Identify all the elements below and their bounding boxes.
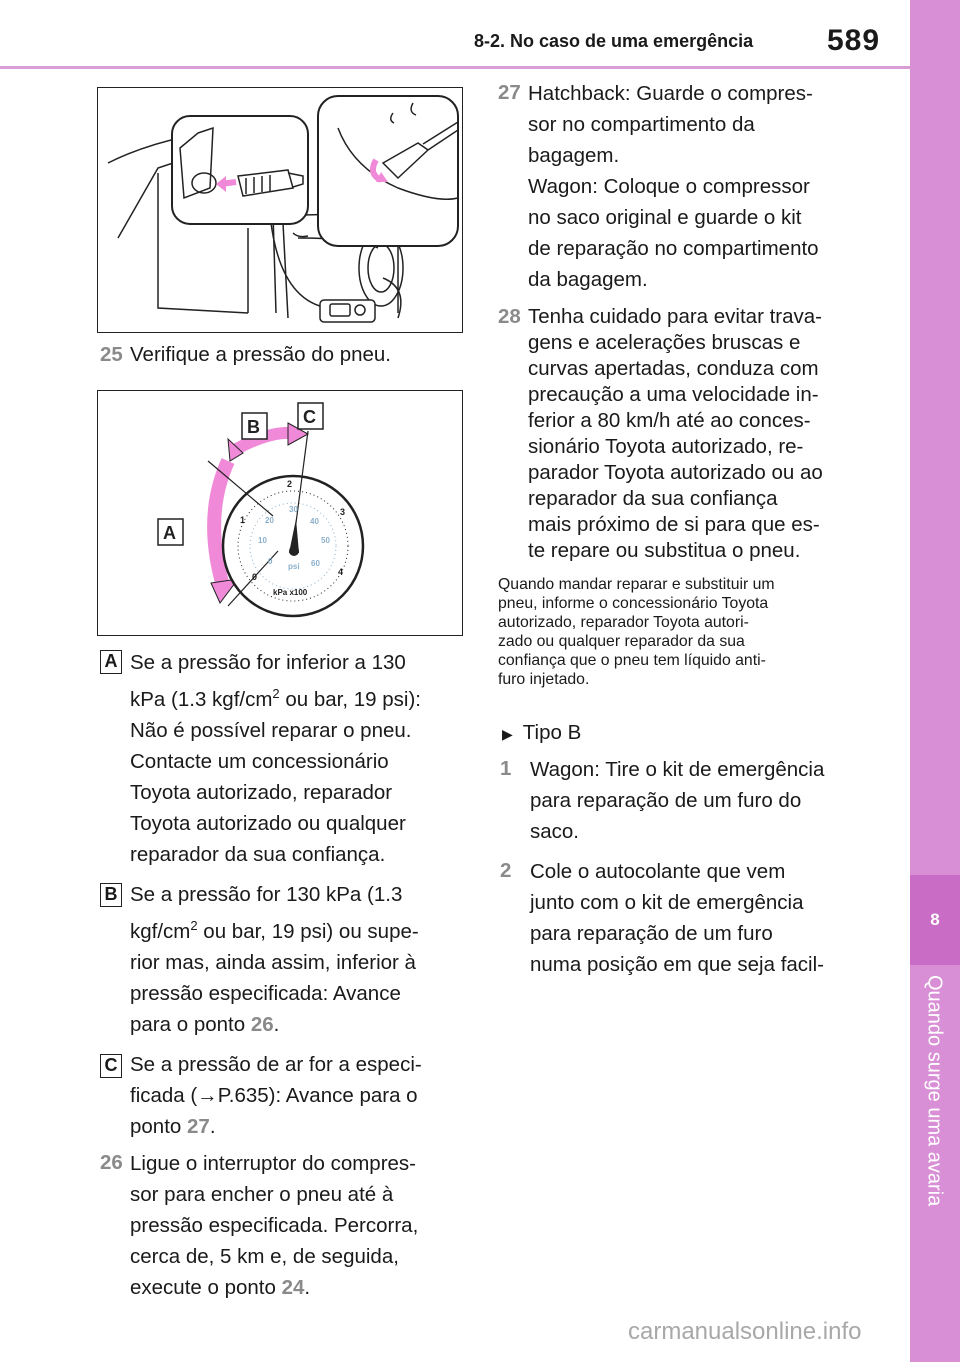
gauge-bar-tick: 0: [252, 572, 258, 582]
step-number: 25: [100, 343, 123, 366]
step-text: Tenha cuidado para evitar trava- gens e acelerações bruscas e curvas apertadas, conduza com precaução a uma velocidade in- ferior a 80 km/h até ao conces- sionário Toyota autorizado, re- parador Toyota autorizado ou ao reparador da sua confiança mais próximo de si para que es- te repare ou substitua o pneu.: [528, 305, 823, 562]
step-number: 2: [500, 859, 512, 882]
step-text: Verifique a pressão do pneu.: [130, 343, 391, 366]
step-text: Wagon: Tire o kit de emergência para reparação de um furo do saco.: [530, 758, 825, 843]
item-b-text: Se a pressão for 130 kPa (1.3 kgf/$cm^2$ ou bar, 19 psi) ou supe- rior mas, ainda assim, inferior à pressão especificada: Avance para o ponto 26.: [130, 883, 419, 1036]
pressure-gauge-drawing: [98, 391, 461, 634]
type-b-step-1: [500, 754, 865, 849]
page-number: 589: [827, 24, 881, 57]
chapter-title: Quando surge uma avaria: [923, 975, 946, 1207]
tag-b: B: [100, 883, 122, 907]
gauge-bar-tick: 4: [338, 567, 344, 577]
label-b: B: [247, 417, 260, 437]
step-text: Cole o autocolante que vem junto com o kit de emergência para reparação de um furo numa posição em que seja facil-: [530, 860, 824, 976]
step-27: [498, 78, 863, 293]
section-title: 8-2. No caso de uma emergência: [474, 31, 754, 51]
gauge-psi-tick: 50: [321, 536, 330, 545]
gauge-unit-kpa: kPa x100: [273, 588, 308, 597]
compressor-illustration: [97, 87, 463, 333]
chapter-number: 8: [910, 875, 960, 965]
type-b-step-2: [500, 856, 865, 986]
tag-c: C: [100, 1054, 122, 1078]
step-text: Hatchback: Guarde o compres- sor no compartimento da bagagem. Wagon: Coloque o compressor no saco original e guarde o kit de reparação no compartimento da bagagem.: [528, 82, 819, 291]
header-divider: [0, 66, 910, 69]
step-26: [100, 1148, 465, 1308]
label-a: A: [163, 523, 176, 543]
gauge-bar-tick: 1: [240, 515, 246, 525]
step-number: 1: [500, 757, 512, 780]
watermark: carmanualsonline.info: [628, 1318, 862, 1345]
pressure-gauge-illustration: [97, 390, 463, 636]
gauge-unit-psi: psi: [288, 562, 300, 571]
gauge-psi-tick: 60: [311, 559, 320, 568]
car-compressor-drawing: [98, 88, 461, 331]
label-c: C: [303, 407, 316, 427]
tag-a: A: [100, 650, 122, 674]
gauge-psi-tick: 0: [268, 557, 273, 566]
step-number: 27: [498, 81, 521, 104]
type-b-heading: ▶ Tipo B: [502, 721, 582, 744]
step-28: [498, 304, 863, 569]
triangle-bullet-icon: ▶: [502, 726, 513, 742]
step-25: [100, 340, 460, 370]
step-number: 26: [100, 1151, 123, 1174]
gauge-psi-tick: 10: [258, 536, 267, 545]
step-number: 28: [498, 305, 521, 328]
gauge-psi-tick: 20: [265, 516, 274, 525]
step-text: Ligue o interruptor do compres- sor para encher o pneu até à pressão especificada. Percorra, cerca de, 5 km e, de seguida, execute o ponto 24.: [130, 1152, 419, 1299]
gauge-bar-tick: 3: [340, 507, 346, 517]
item-c-text: Se a pressão de ar for a especi- ficada (→P.635): Avance para o ponto 27.: [130, 1053, 422, 1138]
repair-note: Quando mandar reparar e substituir um pneu, informe o concessionário Toyota autorizado, reparador Toyota autori- zado ou qualquer reparador da sua confiança que o pneu tem líquido anti- furo injetado.: [498, 576, 775, 688]
item-a-text: Se a pressão for inferior a 130 kPa (1.3 kgf/$cm^2$ ou bar, 19 psi): Não é possível reparar o pneu. Contacte um concessionário Toyota autorizado, reparador Toyota autorizado ou qualquer reparador da sua confiança.: [130, 651, 421, 866]
gauge-psi-tick: 30: [289, 505, 298, 514]
gauge-psi-tick: 40: [310, 517, 319, 526]
gauge-bar-tick: 2: [287, 479, 293, 489]
